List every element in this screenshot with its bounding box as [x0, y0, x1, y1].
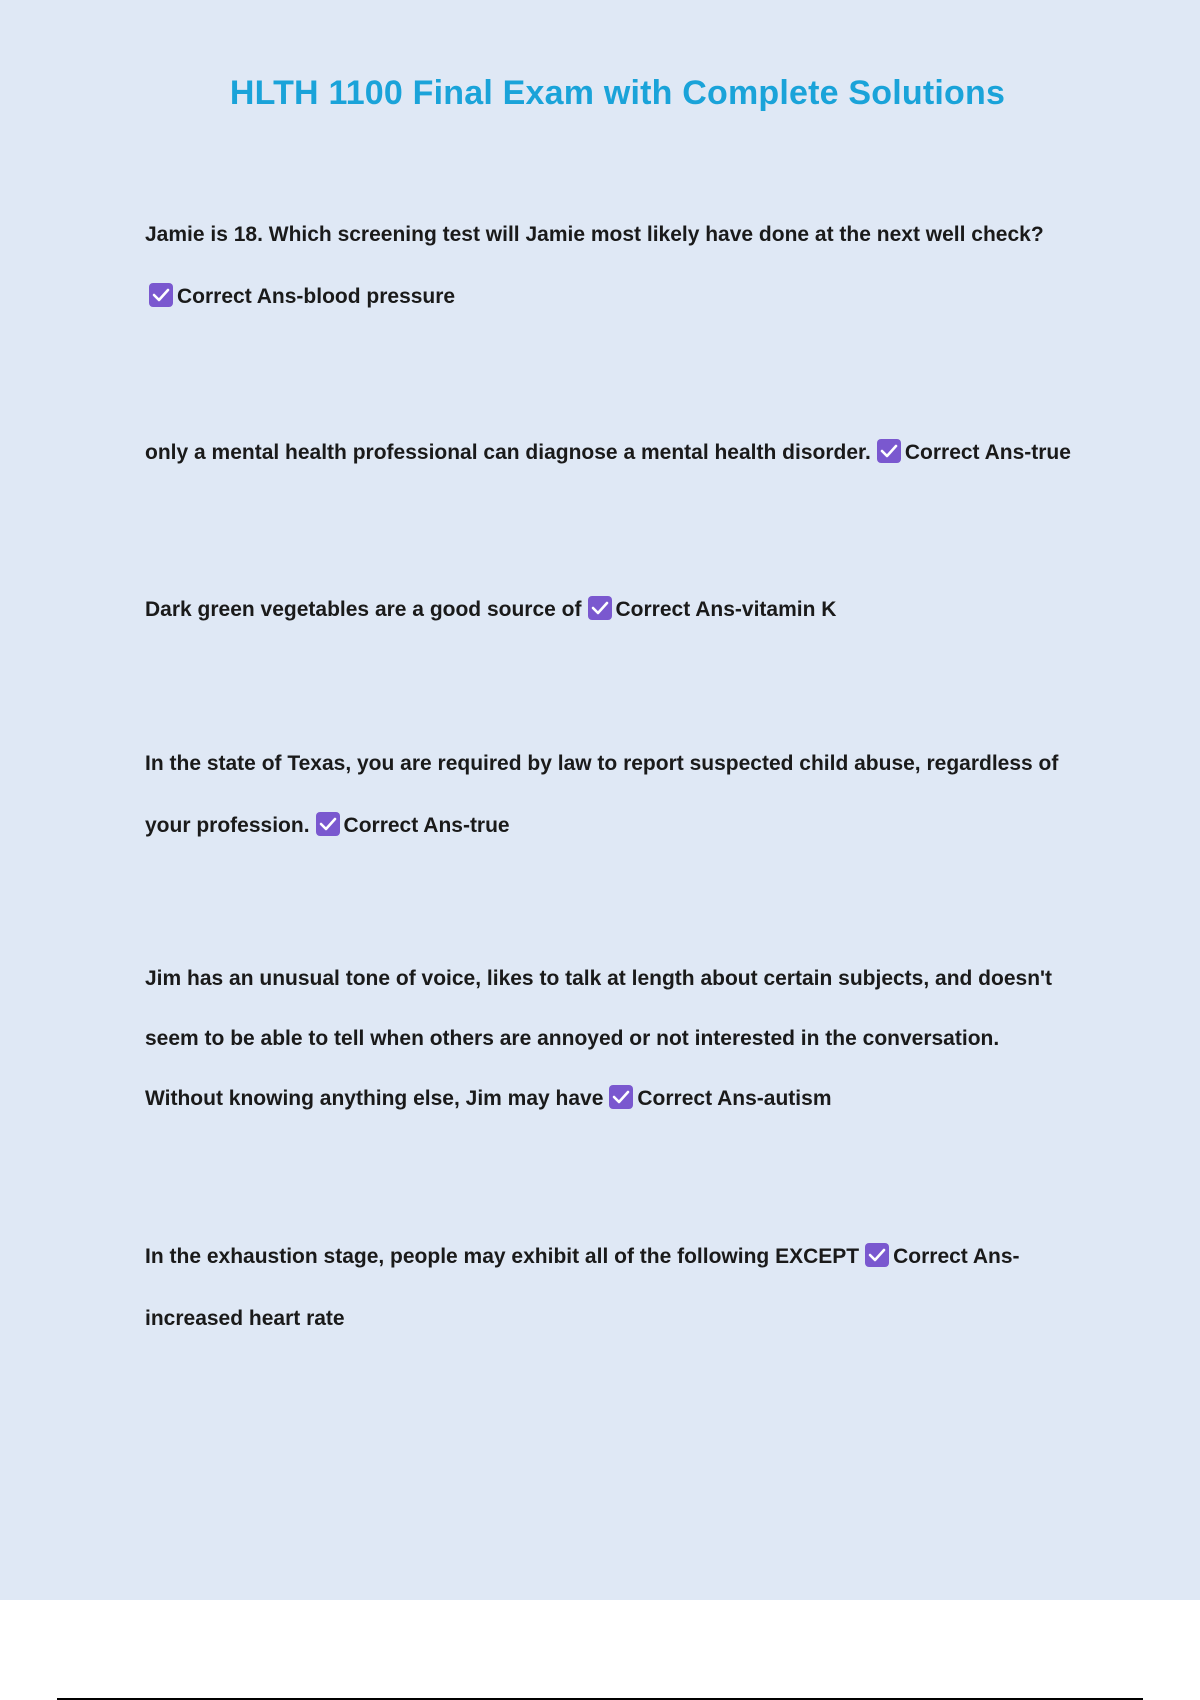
answer-line: [145, 579, 1085, 641]
qa-item-4: [145, 733, 1085, 857]
checkbox-checked-icon: [609, 1085, 633, 1109]
page-title: HLTH 1100 Final Exam with Complete Solutions: [229, 74, 1006, 112]
answer-text: Correct Ans-autism: [637, 1087, 832, 1110]
question-text: Jim has an unusual tone of voice, likes to talk at length about certain subjects, and doesn't: [145, 967, 1053, 990]
question-text-continued: seem to be able to tell when others are annoyed or not interested in the conversation.: [145, 1027, 1000, 1050]
answer-line: [145, 422, 1145, 484]
question-text-continued: Without knowing anything else, Jim may have: [145, 1087, 604, 1110]
checkbox-checked-icon: [149, 283, 173, 307]
answer-line: [145, 266, 1085, 328]
checkbox-checked-icon: [877, 439, 901, 463]
answer-text: Correct Ans-vitamin K: [615, 598, 837, 621]
question-text: only a mental health professional can diagnose a mental health disorder.: [145, 441, 871, 464]
qa-item-3: [145, 579, 1085, 641]
qa-item-6: [145, 1226, 1085, 1350]
checkbox-checked-icon: [316, 812, 340, 836]
checkbox-checked-icon: [865, 1243, 889, 1267]
answer-text: Correct Ans-blood pressure: [177, 285, 456, 308]
question-text: Dark green vegetables are a good source of: [145, 598, 582, 621]
question-text: In the state of Texas, you are required by law to report suspected child abuse, regardless of: [145, 752, 1059, 775]
question-text: In the exhaustion stage, people may exhibit all of the following EXCEPT: [145, 1245, 860, 1268]
question-text-continued: your profession.: [145, 814, 310, 837]
answer-line: [145, 1069, 1085, 1129]
qa-item-1: [145, 204, 1085, 328]
answer-text: Correct Ans-: [893, 1245, 1020, 1268]
answer-text: Correct Ans-true: [343, 814, 510, 837]
qa-item-2: [145, 422, 1145, 484]
question-text: Jamie is 18. Which screening test will Jamie most likely have done at the next well check?: [145, 223, 1044, 246]
qa-item-5: [145, 949, 1085, 1129]
answer-text: Correct Ans-true: [904, 441, 1071, 464]
answer-line: [145, 1226, 1085, 1288]
checkbox-checked-icon: [588, 596, 612, 620]
answer-line: [145, 795, 1085, 857]
answer-text-continued: increased heart rate: [145, 1307, 345, 1330]
